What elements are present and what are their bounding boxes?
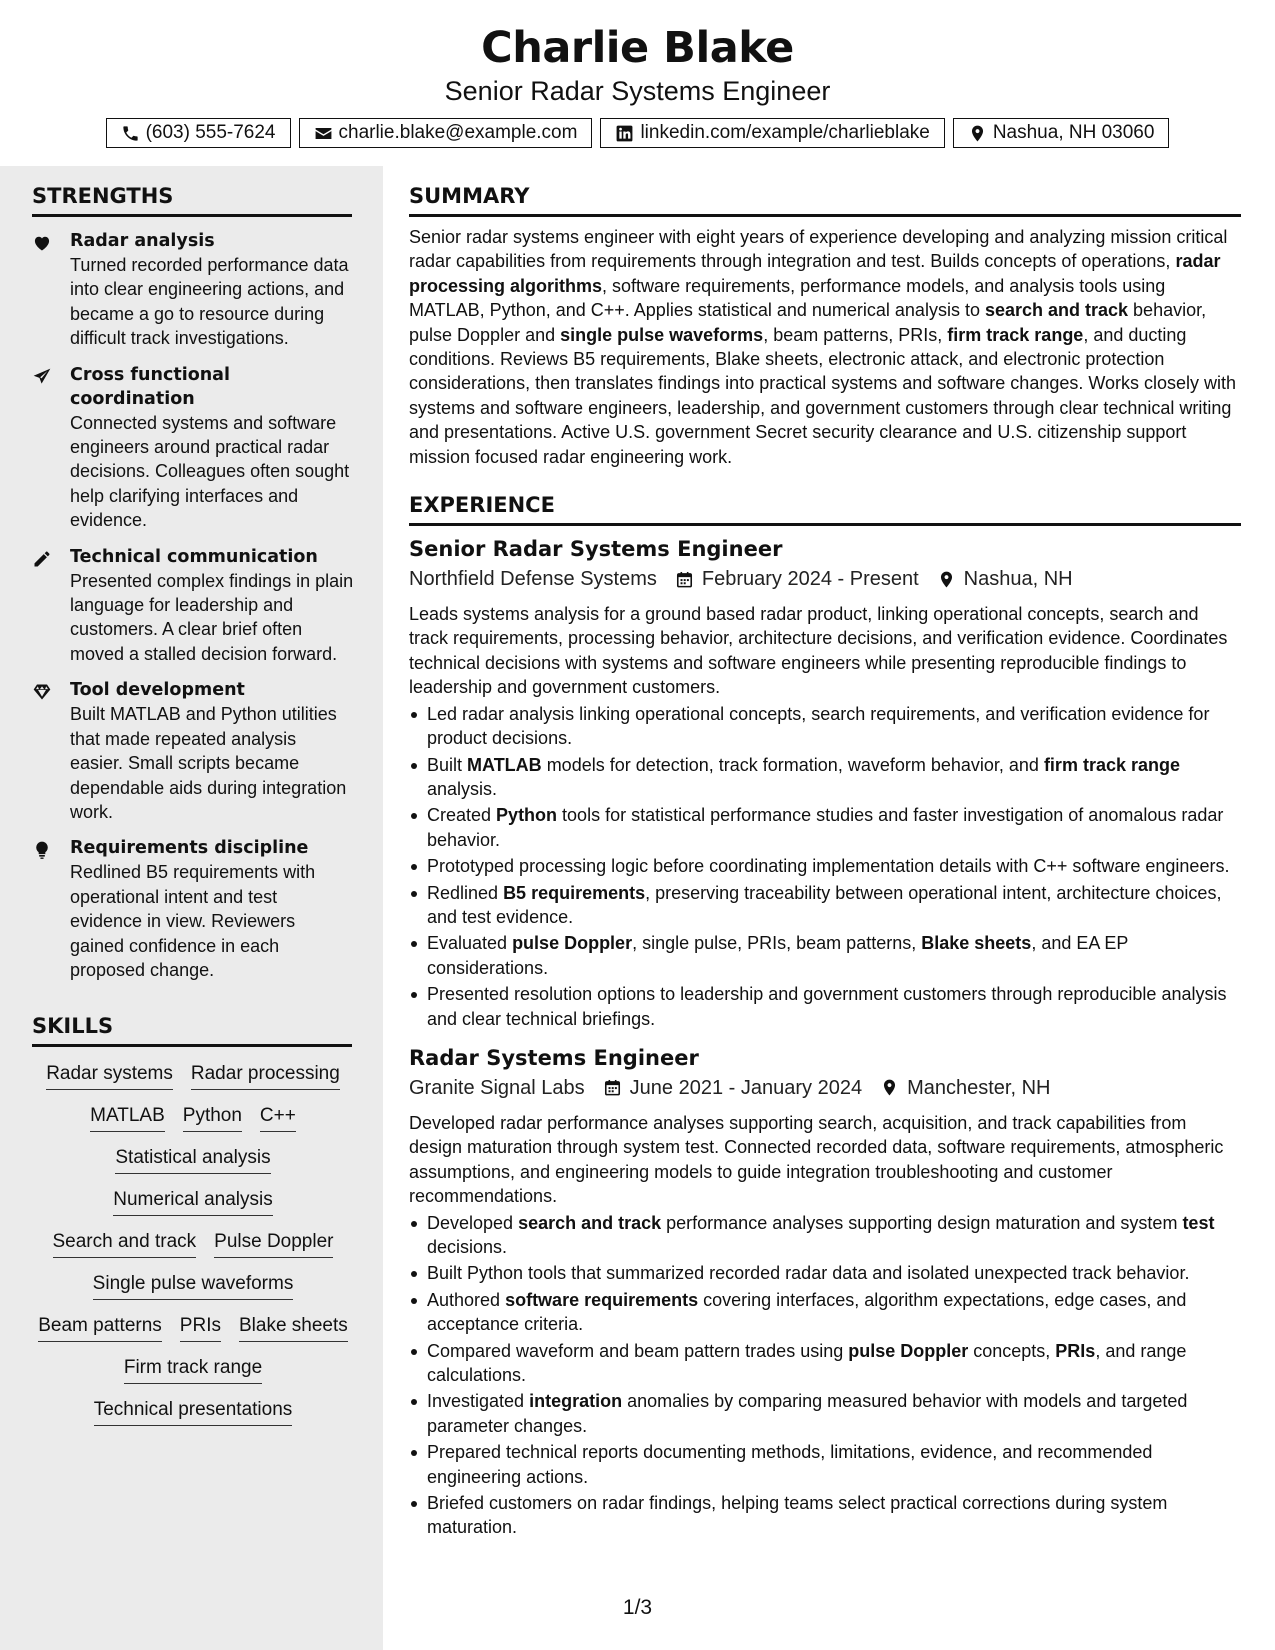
job-bullets bbox=[409, 702, 1241, 1031]
phone-icon bbox=[121, 124, 140, 143]
job-bullet: Prepared technical reports documenting methods, limitations, evidence, and recommended engineering actions. bbox=[409, 1440, 1241, 1489]
job-meta bbox=[409, 564, 1241, 594]
calendar-icon bbox=[675, 570, 694, 589]
strength-item bbox=[32, 363, 354, 533]
skill-tag: PRIs bbox=[180, 1313, 221, 1342]
skill-tag: Pulse Doppler bbox=[214, 1229, 333, 1258]
map-pin-icon bbox=[968, 124, 987, 143]
skills-list bbox=[32, 1061, 354, 1426]
lightbulb-icon bbox=[32, 840, 52, 860]
job-bullet: Led radar analysis linking operational concepts, search requirements, and verification evidence for product decisions. bbox=[409, 702, 1241, 751]
contact-linkedin[interactable] bbox=[600, 118, 944, 148]
skill-tag: Numerical analysis bbox=[113, 1187, 272, 1216]
contact-bar bbox=[0, 118, 1275, 148]
heart-icon bbox=[32, 233, 52, 253]
strength-item bbox=[32, 678, 354, 824]
skill-tag: C++ bbox=[260, 1103, 296, 1132]
skill-tag: Python bbox=[183, 1103, 242, 1132]
contact-location bbox=[953, 118, 1170, 148]
resume-header bbox=[0, 0, 1275, 148]
experience-title: EXPERIENCE bbox=[409, 475, 1241, 526]
skill-tag: Blake sheets bbox=[239, 1313, 348, 1342]
job-bullet: Created Python tools for statistical performance studies and faster investigation of anomalous radar behavior. bbox=[409, 803, 1241, 852]
contact-phone-text: (603) 555-7624 bbox=[145, 122, 276, 143]
strength-title: Requirements discipline bbox=[70, 838, 309, 859]
job-location: Nashua, NH bbox=[963, 568, 1073, 591]
job-entry bbox=[409, 534, 1241, 1031]
job-description: Developed radar performance analyses supporting search, acquisition, and track capabilities from design maturation through system test. Connected recorded data, software requirements, atmospheric assumptions, and engineering models to guide integration troubleshooting and customer recommendations. bbox=[409, 1112, 1224, 1207]
job-bullet: Built MATLAB models for detection, track formation, waveform behavior, and firm track range analysis. bbox=[409, 753, 1241, 802]
job-description: Leads systems analysis for a ground based radar product, linking operational concepts, search and track requirements, processing behavior, architecture decisions, and verification evidence. Coordinates technical decisions with systems and software engineers while presenting reproducible findings to leadership and government customers. bbox=[409, 604, 1228, 698]
skill-tag: Radar systems bbox=[46, 1061, 173, 1090]
job-bullet: Evaluated pulse Doppler, single pulse, PRIs, beam patterns, Blake sheets, and EA EP considerations. bbox=[409, 931, 1241, 980]
contact-email[interactable] bbox=[299, 118, 593, 148]
strength-title: Tool development bbox=[70, 680, 245, 701]
calendar-icon bbox=[603, 1078, 622, 1097]
strength-desc: Redlined B5 requirements with operational intent and test evidence in view. Reviewers gained confidence in each proposed change. bbox=[70, 862, 316, 980]
job-bullet: Presented resolution options to leadership and government customers through reproducible analysis and clear technical briefings. bbox=[409, 982, 1241, 1031]
job-bullet: Prototyped processing logic before coordinating implementation details with C++ software engineers. bbox=[409, 854, 1241, 878]
skill-tag: Statistical analysis bbox=[115, 1145, 270, 1174]
strength-desc: Turned recorded performance data into clear engineering actions, and became a go to resource during difficult track investigations. bbox=[70, 255, 349, 349]
skill-tag: MATLAB bbox=[90, 1103, 165, 1132]
job-title: Senior Radar Systems Engineer bbox=[409, 537, 783, 562]
paper-plane-icon bbox=[32, 367, 52, 387]
job-company: Granite Signal Labs bbox=[409, 1076, 585, 1099]
strength-desc: Built MATLAB and Python utilities that made repeated analysis easier. Small scripts became dependable aids during integration work. bbox=[70, 704, 347, 822]
job-entry bbox=[409, 1043, 1241, 1540]
gem-icon bbox=[32, 682, 52, 702]
strengths-title: STRENGTHS bbox=[32, 166, 352, 217]
contact-location-text: Nashua, NH 03060 bbox=[992, 122, 1155, 143]
job-meta bbox=[409, 1073, 1241, 1103]
strength-item bbox=[32, 545, 354, 667]
summary-title: SUMMARY bbox=[409, 166, 1241, 217]
page-number: 1/3 bbox=[622, 1596, 653, 1619]
job-company: Northfield Defense Systems bbox=[409, 568, 657, 591]
contact-email-text: charlie.blake@example.com bbox=[338, 122, 578, 143]
job-title: Radar Systems Engineer bbox=[409, 1045, 699, 1070]
skill-tag: Search and track bbox=[53, 1229, 197, 1258]
contact-phone[interactable] bbox=[106, 118, 291, 148]
strength-title: Cross functional coordination bbox=[70, 364, 230, 409]
strength-title: Radar analysis bbox=[70, 231, 215, 251]
strength-item bbox=[32, 229, 354, 351]
map-pin-icon bbox=[880, 1078, 899, 1097]
pencil-icon bbox=[32, 549, 52, 569]
skill-tag: Beam patterns bbox=[38, 1313, 162, 1342]
job-bullet: Redlined B5 requirements, preserving traceability between operational intent, architecture choices, and test evidence. bbox=[409, 881, 1241, 930]
skill-tag: Radar processing bbox=[191, 1061, 340, 1090]
skill-tag: Technical presentations bbox=[94, 1397, 293, 1426]
contact-linkedin-text: linkedin.com/example/charlieblake bbox=[640, 122, 930, 143]
map-pin-icon bbox=[937, 570, 956, 589]
job-bullet: Investigated integration anomalies by comparing measured behavior with models and targeted parameter changes. bbox=[409, 1389, 1241, 1438]
job-bullet: Compared waveform and beam pattern trades using pulse Doppler concepts, PRIs, and range calculations. bbox=[409, 1339, 1241, 1388]
job-bullet: Developed search and track performance analyses supporting design maturation and system test decisions. bbox=[409, 1211, 1241, 1260]
candidate-name: Charlie Blake bbox=[481, 23, 794, 73]
job-bullets bbox=[409, 1211, 1241, 1540]
strength-desc: Presented complex findings in plain language for leadership and customers. A clear brief often moved a stalled decision forward. bbox=[70, 570, 354, 664]
linkedin-icon bbox=[615, 124, 634, 143]
job-bullet: Authored software requirements covering interfaces, algorithm expectations, edge cases, and acceptance criteria. bbox=[409, 1288, 1241, 1337]
job-bullet: Built Python tools that summarized recorded radar data and isolated unexpected track behavior. bbox=[409, 1261, 1241, 1285]
main-column bbox=[409, 166, 1241, 1542]
envelope-icon bbox=[314, 124, 333, 143]
strength-item bbox=[32, 836, 354, 982]
job-dates: February 2024 - Present bbox=[701, 568, 919, 591]
strength-desc: Connected systems and software engineers around practical radar decisions. Colleagues often sought help clarifying interfaces and evidence. bbox=[70, 412, 350, 531]
skill-tag: Firm track range bbox=[124, 1355, 262, 1384]
candidate-role: Senior Radar Systems Engineer bbox=[444, 76, 831, 106]
summary-text: Senior radar systems engineer with eight years of experience developing and analyzing mission critical radar capabilities from requirements through integration and test. Builds concepts of operations, radar processing algorithms, software requirements, performance models, and analysis tools using MATLAB, Python, and C++. Applies statistical and numerical analysis to search and track behavior, pulse Doppler and single pulse waveforms, beam patterns, PRIs, firm track range, and ducting conditions. Reviews B5 requirements, Blake sheets, electronic attack, and electronic protection considerations, then translates findings into practical systems and software changes. Works closely with systems and software engineers, leadership, and government customers through clear technical writing and presentations. Active U.S. government Secret security clearance and U.S. citizenship support mission focused radar engineering work. bbox=[409, 227, 1237, 467]
job-bullet: Briefed customers on radar findings, helping teams select practical corrections during system maturation. bbox=[409, 1491, 1241, 1540]
job-dates: June 2021 - January 2024 bbox=[629, 1076, 863, 1099]
sidebar bbox=[0, 166, 383, 1650]
job-location: Manchester, NH bbox=[907, 1076, 1051, 1099]
skills-title: SKILLS bbox=[32, 996, 352, 1047]
skill-tag: Single pulse waveforms bbox=[93, 1271, 294, 1300]
strength-title: Technical communication bbox=[70, 546, 318, 567]
